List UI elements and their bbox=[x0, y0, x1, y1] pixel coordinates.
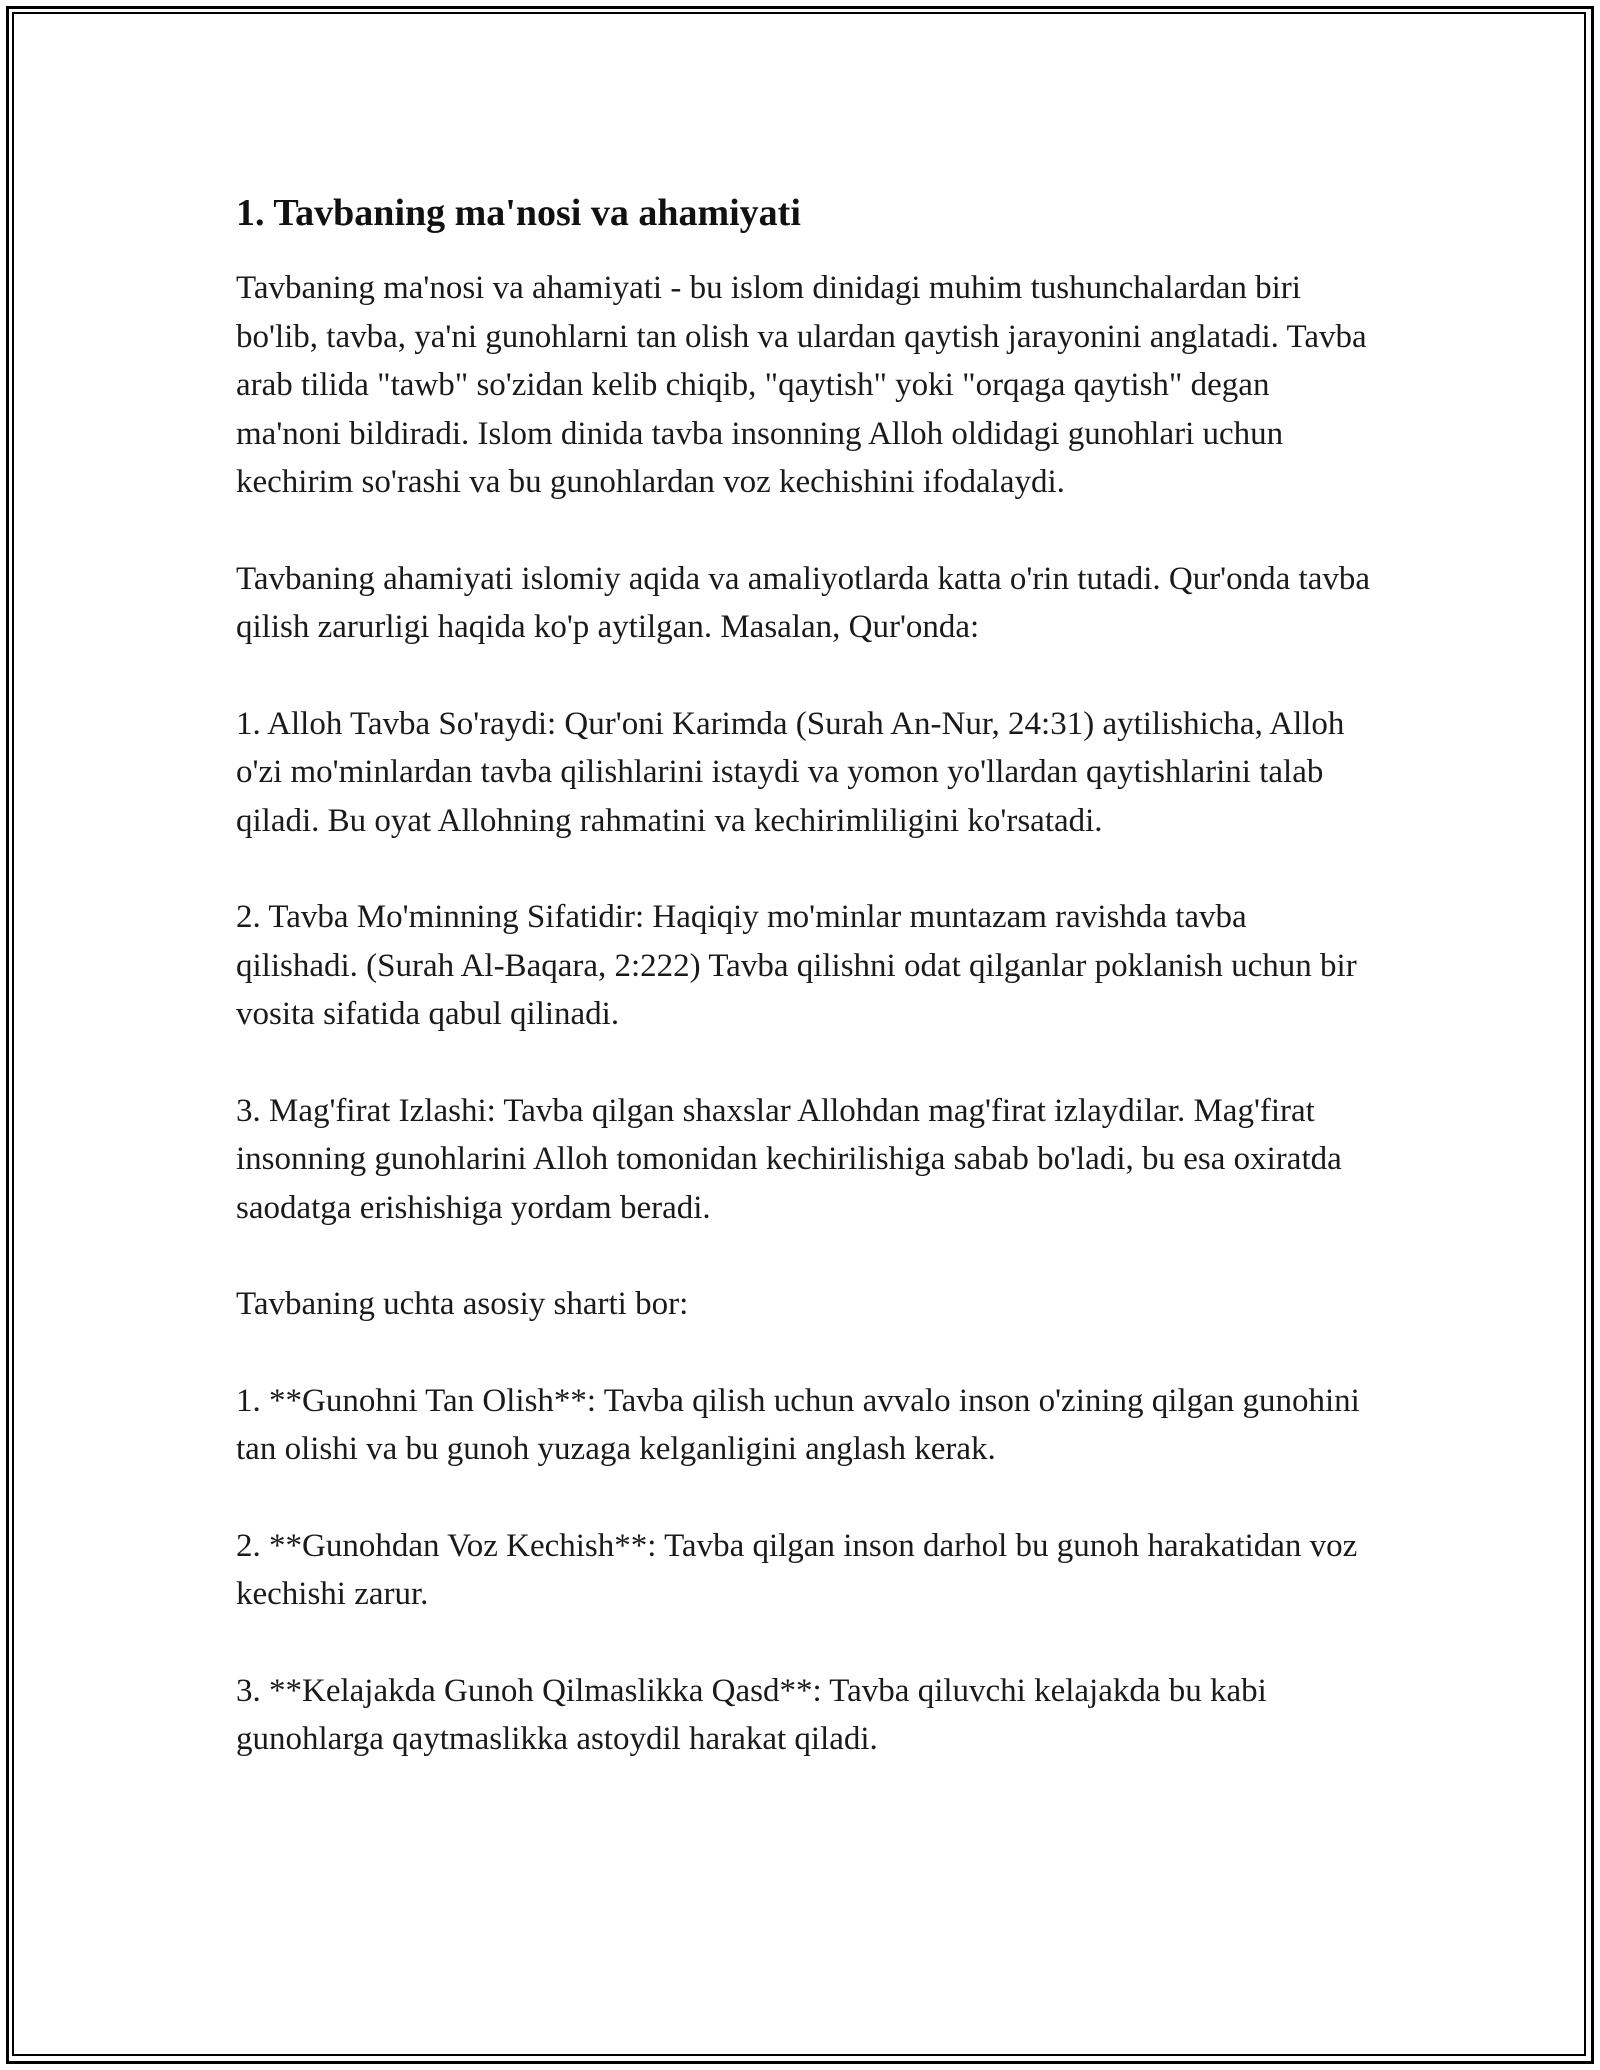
list-item-1: 1. Alloh Tavba So'raydi: Qur'oni Karimda (Surah An-Nur, 24:31) aytilishicha, Alloh o'zi mo'minlardan tavba qilishlarini istaydi va yomon yo'llardan qaytishlarini talab qiladi. Bu oyat Allohning rahmatini va kechirimliligini ko'rsatadi. bbox=[236, 705, 1345, 839]
condition-item-1: 1. **Gunohni Tan Olish**: Tavba qilish uchun avvalo inson o'zining qilgan gunohini tan olishi va bu gunoh yuzaga kelganligini anglash kerak. bbox=[236, 1382, 1360, 1467]
paragraph-meaning: Tavbaning ma'nosi va ahamiyati - bu islom dinidagi muhim tushunchalardan biri bo'lib, tavba, ya'ni gunohlarni tan olish va ulardan qaytish jarayonini anglatadi. Tavba arab tilida "tawb" so'zidan kelib chiqib, "qaytish" yoki "orqaga qaytish" degan ma'noni bildiradi. Islom dinida tavba insonning Alloh oldidagi gunohlari uchun kechirim so'rashi va bu gunohlardan voz kechishini ifodalaydi. bbox=[236, 270, 1367, 500]
section-heading: 1. Tavbaning ma'nosi va ahamiyati bbox=[236, 192, 801, 234]
list-item-3: 3. Mag'firat Izlashi: Tavba qilgan shaxslar Allohdan mag'firat izlaydilar. Mag'firat insonning gunohlarini Alloh tomonidan kechirilishiga sabab bo'ladi, bu esa oxiratda saodatga erishishiga yordam beradi. bbox=[236, 1092, 1342, 1226]
paragraph-importance: Tavbaning ahamiyati islomiy aqida va amaliyotlarda katta o'rin tutadi. Qur'onda tavba qilish zarurligi haqida ko'p aytilgan. Masalan, Qur'onda: bbox=[236, 560, 1370, 645]
paragraph-conditions-intro: Tavbaning uchta asosiy sharti bor: bbox=[236, 1286, 689, 1322]
list-item-2: 2. Tavba Mo'minning Sifatidir: Haqiqiy mo'minlar muntazam ravishda tavba qilishadi. (Surah Al-Baqara, 2:222) Tavba qilishni odat qilganlar poklanish uchun bir vosita sifatida qabul qilinadi. bbox=[236, 899, 1357, 1032]
condition-item-3: 3. **Kelajakda Gunoh Qilmaslikka Qasd**: Tavba qiluvchi kelajakda bu kabi gunohlarga qaytmaslikka astoydil harakat qiladi. bbox=[236, 1672, 1267, 1757]
condition-item-2: 2. **Gunohdan Voz Kechish**: Tavba qilgan inson darhol bu gunoh harakatidan voz kechishi zarur. bbox=[236, 1527, 1358, 1612]
document-body bbox=[236, 188, 1376, 1812]
